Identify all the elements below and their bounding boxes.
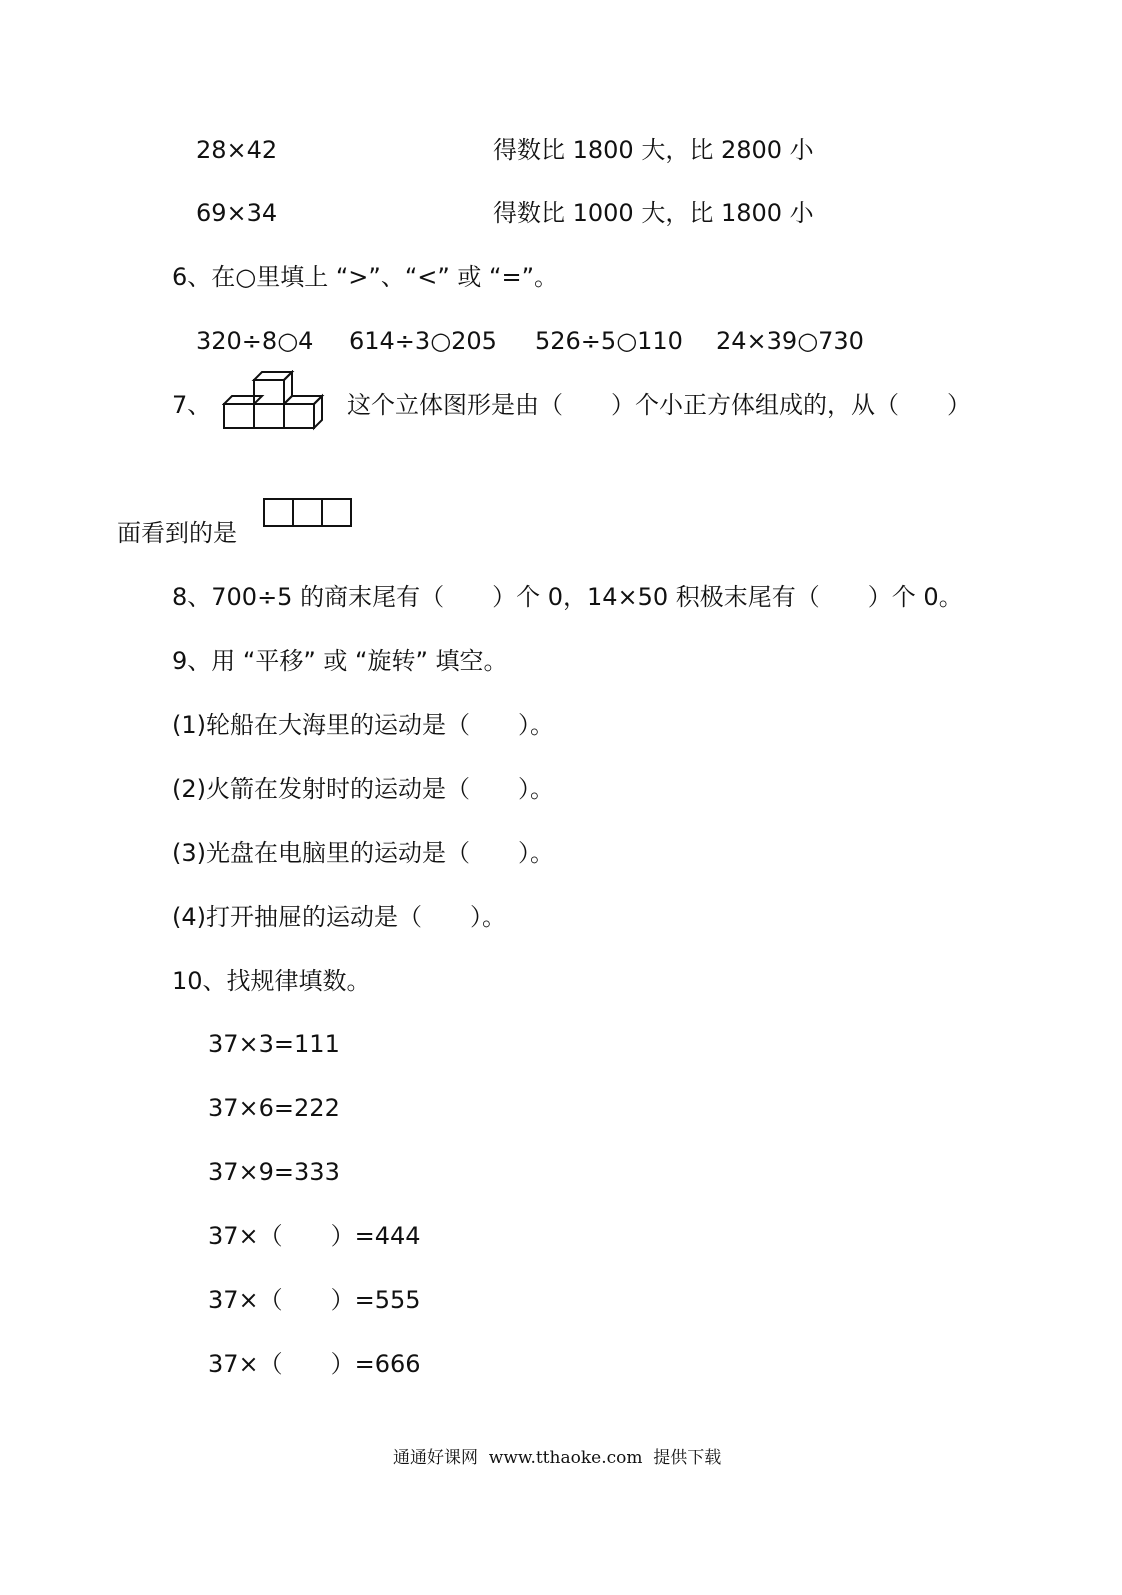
q5-expr-2: 69×34 — [196, 199, 278, 227]
q10-line-3: 37×9=333 — [208, 1158, 340, 1186]
q5-desc-2: 得数比 1000 大，比 1800 小 — [493, 199, 814, 227]
q6-item-1: 320÷8○4 — [196, 327, 314, 355]
q10-prompt: 10、找规律填数。 — [172, 967, 371, 995]
cube-middle-front — [254, 404, 284, 428]
cube-right-front — [284, 404, 314, 428]
q9-item-4: (4)打开抽屉的运动是（ ）。 — [172, 903, 506, 931]
view-square-3 — [322, 499, 351, 526]
q9-item-3: (3)光盘在电脑里的运动是（ ）。 — [172, 839, 554, 867]
cube-left-top — [224, 396, 262, 404]
q6-item-2: 614÷3○205 — [349, 327, 497, 355]
cube-right-side — [314, 396, 322, 428]
q7-text: 这个立体图形是由（ ）个小正方体组成的，从（ ） — [347, 391, 971, 419]
q5-expr-1: 28×42 — [196, 136, 278, 164]
q10-line-4: 37×（ ）=444 — [208, 1222, 421, 1250]
view-square-1 — [264, 499, 293, 526]
cube-stack-figure — [222, 370, 326, 432]
q10-line-5: 37×（ ）=555 — [208, 1286, 421, 1314]
q7-continuation: 面看到的是 — [117, 519, 237, 547]
q9-item-2: (2)火箭在发射时的运动是（ ）。 — [172, 775, 554, 803]
footer-source: 通通好课网 www.tthaoke.com 提供下载 — [393, 1448, 722, 1468]
q8-text: 8、700÷5 的商末尾有（ ）个 0，14×50 积极末尾有（ ）个 0。 — [172, 583, 963, 611]
q9-item-1: (1)轮船在大海里的运动是（ ）。 — [172, 711, 554, 739]
q10-line-6: 37×（ ）=666 — [208, 1350, 421, 1378]
q6-item-4: 24×39○730 — [716, 327, 864, 355]
view-square-2 — [293, 499, 322, 526]
q10-line-1: 37×3=111 — [208, 1030, 340, 1058]
q5-desc-1: 得数比 1800 大，比 2800 小 — [493, 136, 814, 164]
cube-left-front — [224, 404, 254, 428]
q7-number: 7、 — [172, 391, 212, 419]
q10-line-2: 37×6=222 — [208, 1094, 340, 1122]
q9-prompt: 9、用 “平移” 或 “旋转” 填空。 — [172, 647, 508, 675]
q6-prompt: 6、在○里填上 “>”、“<” 或 “=”。 — [172, 263, 559, 291]
front-view-figure — [262, 497, 354, 529]
q6-item-3: 526÷5○110 — [535, 327, 683, 355]
